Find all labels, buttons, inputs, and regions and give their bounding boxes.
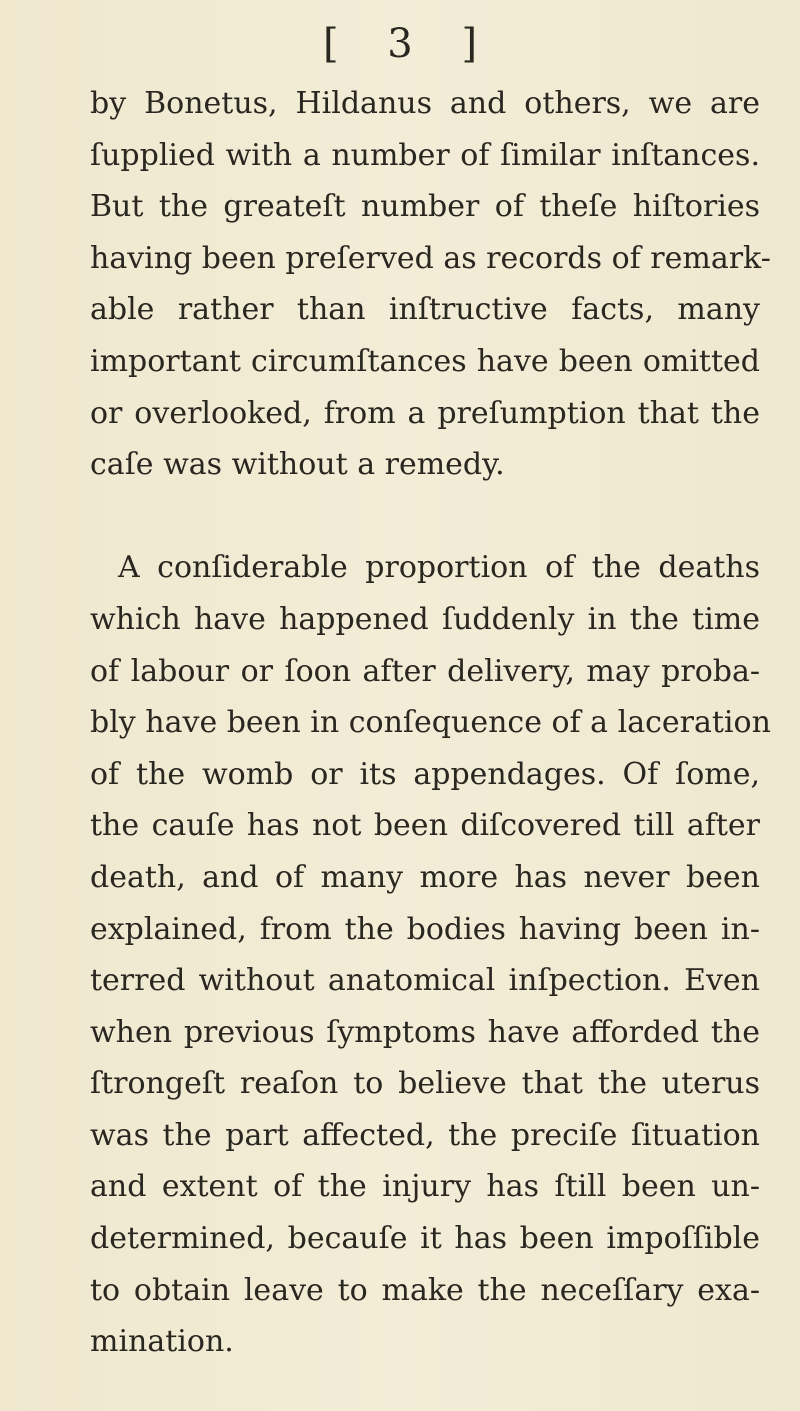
text-line: was the part affected, the preciſe ſituation [90, 1117, 760, 1153]
text-line: of labour or ſoon after delivery, may proba- [90, 653, 760, 689]
text-line: when previous ſymptoms have afforded the [90, 1014, 760, 1050]
text-line: which have happened ſuddenly in the time [90, 601, 760, 637]
text-line: and extent of the injury has ſtill been un- [90, 1169, 760, 1205]
text-line: the cauſe has not been diſcovered till after [90, 808, 760, 844]
text-line: of the womb or its appendages. Of ſome, [90, 756, 760, 792]
text-line: A conſiderable proportion of the deaths [118, 550, 760, 586]
paragraph-1 [90, 78, 771, 491]
text-line: mination. [90, 1324, 234, 1360]
text-line: caſe was without a remedy. [90, 447, 505, 483]
text-line: terred without anatomical inſpection. Even [90, 963, 760, 999]
text-line: ſtrongeſt reaſon to believe that the uterus [90, 1066, 760, 1102]
text-line: ſupplied with a number of ſimilar inſtances. [90, 137, 760, 173]
text-line: But the greateſt number of theſe hiſtories [90, 189, 760, 225]
text-line: death, and of many more has never been [90, 859, 760, 895]
text-line: able rather than inſtructive facts, many [90, 292, 760, 328]
text-line: explained, from the bodies having been in- [90, 911, 760, 947]
text-line: by Bonetus, Hildanus and others, we are [90, 86, 760, 121]
body-text [90, 78, 771, 1368]
page-number: [ 3 ] [322, 21, 496, 67]
text-line: bly have been in conſequence of a laceration [90, 705, 771, 741]
paragraph-gap [90, 491, 760, 543]
text-line: having been preſerved as records of remark- [90, 240, 771, 276]
paragraph-2 [90, 542, 771, 1368]
text-line: important circumſtances have been omitted [90, 343, 760, 379]
text-line: to obtain leave to make the neceſſary exa- [90, 1272, 760, 1308]
text-line: determined, becauſe it has been impoſſible [90, 1221, 760, 1257]
text-line: or overlooked, from a preſumption that the [90, 395, 760, 431]
